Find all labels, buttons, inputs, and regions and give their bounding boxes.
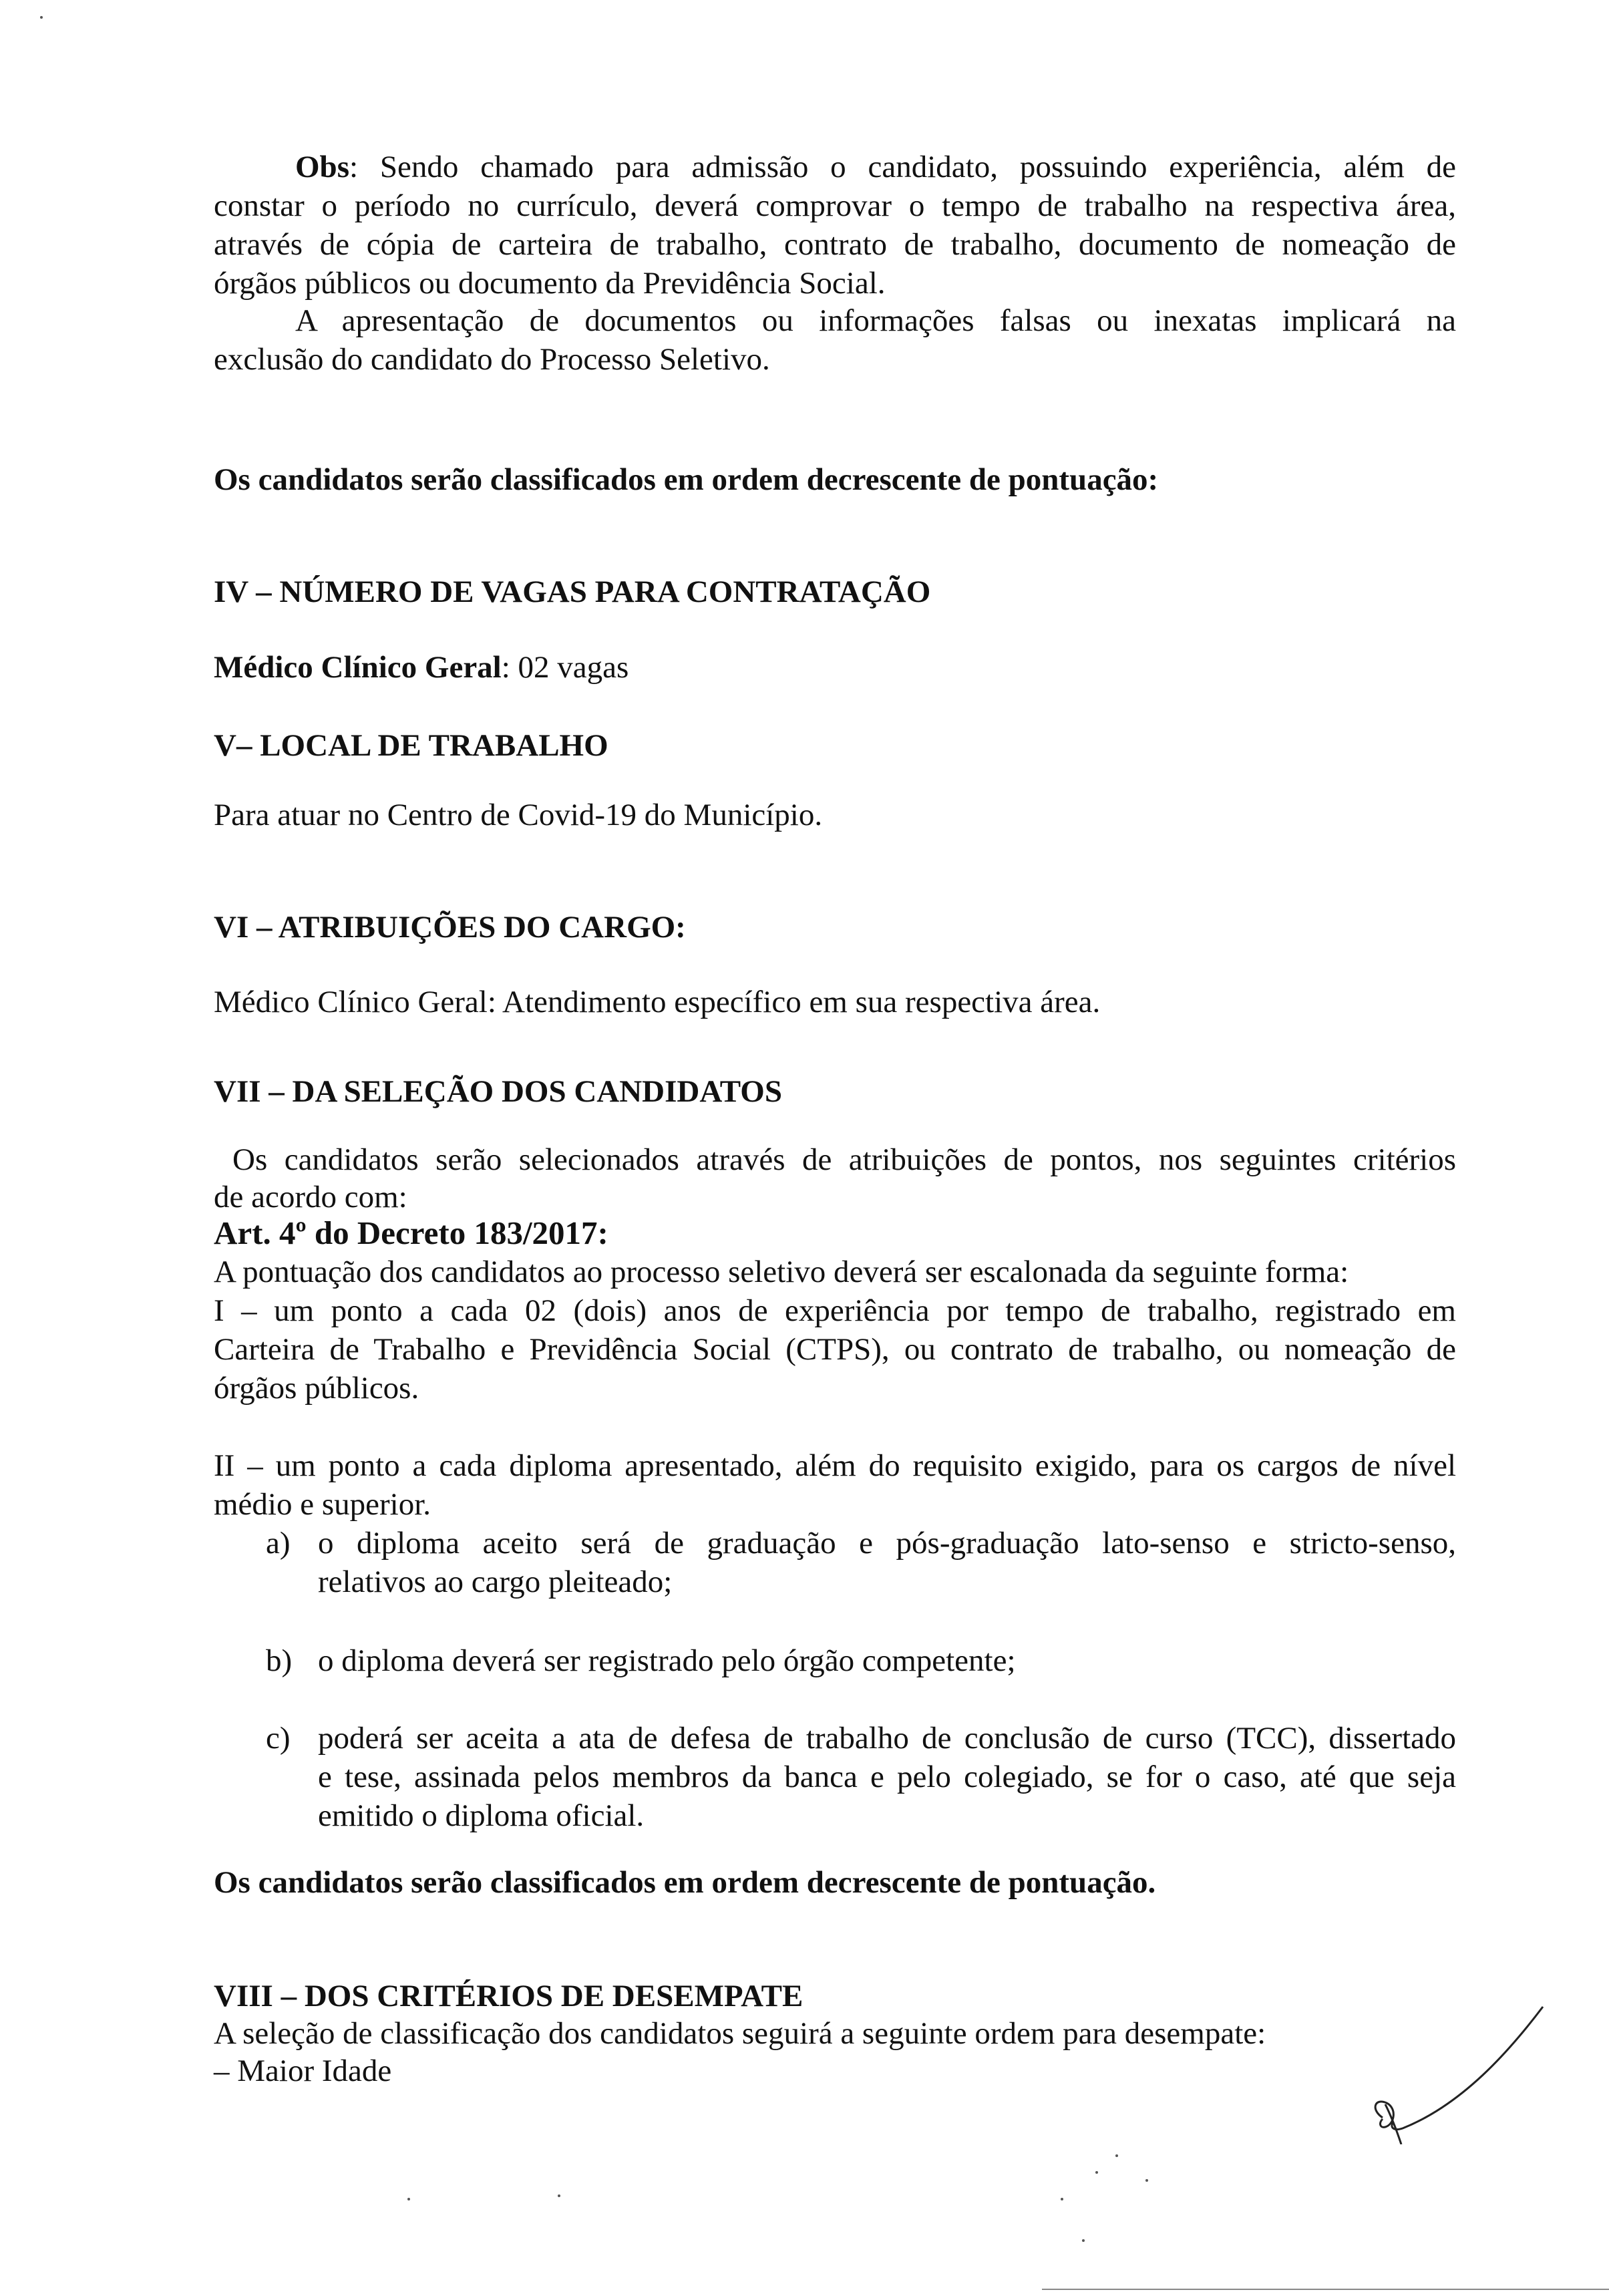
list-item-line: o diploma aceito será de graduação e pós-graduação lato-senso e stricto-senso, — [318, 1526, 1456, 1561]
obs-line: constar o período no currículo, deverá comprovar o tempo de trabalho na respectiva área, — [214, 188, 1456, 223]
scan-speck — [558, 2194, 560, 2197]
falsas-line: exclusão do candidato do Processo Seletivo. — [214, 342, 770, 377]
selecao-intro: Os candidatos serão selecionados através de atribuições de pontos, nos seguintes critérios — [232, 1142, 1456, 1177]
selecao-intro: de acordo com: — [214, 1180, 407, 1214]
footer-line — [1042, 2289, 1609, 2290]
scan-speck — [1082, 2239, 1085, 2242]
art-heading: Art. 4º do Decreto 183/2017: — [214, 1214, 608, 1251]
list-item-label: b) — [266, 1643, 293, 1678]
obs-line: órgãos públicos ou documento da Previdência Social. — [214, 266, 886, 301]
scan-speck — [407, 2198, 410, 2200]
item-ii-line: médio e superior. — [214, 1487, 431, 1522]
section-vii-heading: VII – DA SELEÇÃO DOS CANDIDATOS — [214, 1074, 782, 1109]
obs-line: através de cópia de carteira de trabalho, contrato de trabalho, documento de nomeação de — [214, 227, 1456, 262]
section-vi-heading: VI – ATRIBUIÇÕES DO CARGO: — [214, 910, 686, 945]
atribuicoes-text: Médico Clínico Geral: Atendimento específico em sua respectiva área. — [214, 985, 1101, 1019]
desempate-text: A seleção de classificação dos candidatos seguirá a seguinte ordem para desempate: — [214, 2016, 1266, 2051]
local-text: Para atuar no Centro de Covid-19 do Município. — [214, 798, 823, 832]
scan-speck — [1115, 2154, 1118, 2157]
scan-speck — [1145, 2179, 1148, 2182]
item-i-line: Carteira de Trabalho e Previdência Social (CTPS), ou contrato de trabalho, ou nomeação de — [214, 1332, 1456, 1367]
signature-mark — [1363, 2004, 1550, 2144]
list-item — [266, 1641, 1456, 1680]
scan-speck — [1095, 2171, 1098, 2174]
list-item-line: o diploma deverá ser registrado pelo órgão competente; — [318, 1643, 1016, 1678]
list-item-line: e tese, assinada pelos membros da banca e pelo colegiado, se for o caso, até que seja — [318, 1760, 1456, 1794]
classificacao-note: Os candidatos serão classificados em ordem decrescente de pontuação. — [214, 1865, 1156, 1900]
pontuacao-text: A pontuação dos candidatos ao processo seletivo deverá ser escalonada da seguinte forma: — [214, 1255, 1349, 1289]
section-v-heading: V– LOCAL DE TRABALHO — [214, 728, 608, 763]
scan-speck — [40, 16, 43, 19]
item-i-line: órgãos públicos. — [214, 1371, 419, 1406]
list-item-line: poderá ser aceita a ata de defesa de trabalho de conclusão de curso (TCC), dissertado — [318, 1721, 1456, 1756]
item-ii-line: II – um ponto a cada diploma apresentado, além do requisito exigido, para os cargos de nível — [214, 1448, 1456, 1483]
falsas-line: A apresentação de documentos ou informações falsas ou inexatas implicará na — [295, 303, 1456, 338]
obs-label: Obs — [295, 150, 349, 184]
vagas-line — [214, 648, 1456, 687]
obs-line: : Sendo chamado para admissão o candidato, possuindo experiência, além de — [349, 150, 1456, 184]
list-item-label: c) — [266, 1721, 291, 1756]
cargo-value: : 02 vagas — [501, 650, 629, 685]
list-item — [266, 1524, 1456, 1601]
scan-speck — [1061, 2198, 1063, 2200]
section-iv-heading: IV – NÚMERO DE VAGAS PARA CONTRATAÇÃO — [214, 575, 931, 609]
section-viii-heading: VIII – DOS CRITÉRIOS DE DESEMPATE — [214, 1979, 803, 2013]
classificacao-note: Os candidatos serão classificados em ordem decrescente de pontuação: — [214, 462, 1159, 497]
cargo-label: Médico Clínico Geral — [214, 650, 502, 685]
list-item-line: relativos ao cargo pleiteado; — [318, 1565, 673, 1599]
list-item — [266, 1719, 1456, 1835]
list-item-label: a) — [266, 1526, 291, 1561]
list-item-line: emitido o diploma oficial. — [318, 1798, 645, 1833]
item-i-line: I – um ponto a cada 02 (dois) anos de experiência por tempo de trabalho, registrado em — [214, 1293, 1456, 1328]
desempate-criterio: – Maior Idade — [214, 2054, 392, 2088]
